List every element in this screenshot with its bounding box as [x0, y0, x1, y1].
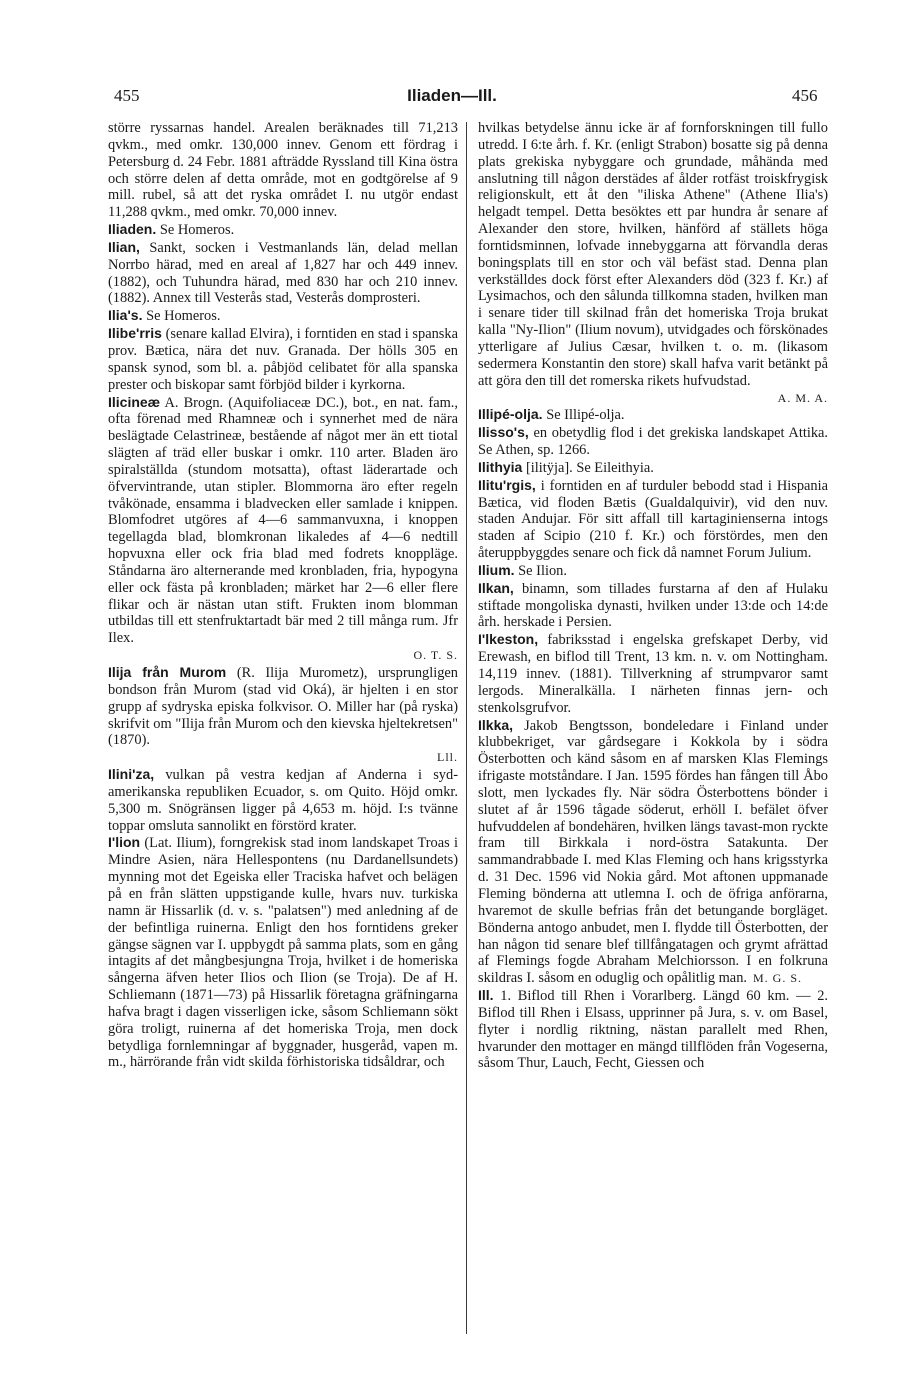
entry-text: Se Ilion.: [518, 562, 567, 579]
headword: I'lion: [108, 834, 141, 851]
headword: Ilkka,: [478, 716, 514, 733]
entry-text: större ryssarnas handel. Arealen beräknades till 71,213 qvkm., med omkr. 130,000 innev. Genom ett fördrag i Petersburg d. 24 Febr. 1881 afträdde Ryssland till Kina östra och större delen af detta område, mot en godtgörelse af 9 mill. rubel, så att det ryska området I. nu utgör endast 11,288 qvkm., med omkr. 70,000 innev.: [108, 120, 458, 221]
entry-text: Se Illipé-olja.: [546, 407, 625, 424]
entry-continuation: [108, 120, 458, 221]
headword: Ilian,: [108, 238, 140, 255]
entry-iliturgis: [478, 477, 828, 562]
entry-ilija-fran-murom: [108, 664, 458, 766]
author-signature: M. G. S.: [753, 971, 803, 986]
entry-text: en obetydlig flod i det grekiska landskapet Attika. Se Athen, sp. 1266.: [478, 425, 828, 459]
headword: Ilisso's,: [478, 424, 529, 441]
headword: Ilkan,: [478, 579, 514, 596]
entry-text: vulkan på vestra kedjan af Anderna i syd-amerikanska republiken Ecuador, s. om Quito. Höjd omkr. 5,300 m. Snögränsen ligger på 4,653 m. höjd. I:s tvänne toppar omsluta sannolikt en förstörd krater.: [108, 767, 458, 834]
entry-ilithyia: [478, 459, 828, 477]
headword: Ilibe'rris: [108, 325, 162, 342]
headword: Ilium.: [478, 561, 515, 578]
entry-ilias: [108, 307, 458, 325]
page-number-left: 455: [114, 86, 140, 105]
entry-text: (senare kallad Elvira), i forntiden en stad i spanska prov. Bætica, nära det nuv. Granada. Der hölls 305 en spansk synod, som bl. a. påbjöd celibatet för alla spanska prester och biskopar samt förbjöd bilder i kyrkorna.: [108, 326, 458, 393]
author-signature: Lll.: [437, 750, 458, 765]
entry-text: A. Brogn. (Aquifoliaceæ DC.), bot., en nat. fam., ofta förenad med Rhamneæ och i synnerhet med de nära beslägtade Celastrineæ, bestående af något mer än ett tiotal slägten af träd eller buskar i omkr. 110 arter. Bladen äro spiralställda (stundom motsatta), oftast läderartade och öfvervintrande, utan stipler. Blommorna äro efter regeln tvåkönade, ensamma i bladvecken eller samlade i knippen. Blomfodret utgöres af 4—6 sammanvuxna, i knoppen tegellagda blad, blomkronan likaledes af 4—6 nedtill hopvuxna eller ock fria blad med fodrets knoppläge. Ståndarna äro alternerande med kronbladen, fria, hypogyna eller ock fästa på kronbladen; märket har 2—6 eller flere flikar och är nästan utan stift. Frukten inom blomman utbildas till ett stenfruktartadt bär med 2 till många rum. Jfr Ilex.: [108, 394, 458, 647]
entry-text: Sankt, socken i Vestmanlands län, delad mellan Norrbo härad, med en areal af 1,827 har och 449 innev. (1882), och Tuhundra härad, med 830 har och 210 innev. (1882). Annex till Vesterås stad, Vesterås domprosteri.: [108, 239, 458, 307]
entry-text: 1. Biflod till Rhen i Vorarlberg. Längd 60 km. — 2. Biflod till Rhen i Elsass, upprinner på Jura, s. v. om Basel, flyter i nordlig riktning, nästan parallelt med Rhen, hvarunder den mottager en mängd tillflöden från Vogeserna, såsom Thur, Lauch, Fecht, Giessen och: [478, 988, 828, 1072]
entry-text: [ilitÿja]. Se Eileithyia.: [525, 459, 654, 476]
entry-ilkka: [478, 717, 828, 988]
headword: Ilithyia: [478, 458, 523, 475]
entry-ilissos: [478, 424, 828, 459]
page-number-right: 456: [792, 86, 818, 105]
headword: Illipé-olja.: [478, 406, 543, 423]
author-signature: O. T. S.: [413, 648, 458, 663]
entry-ilkeston: [478, 631, 828, 716]
author-signature: A. M. A.: [777, 390, 828, 405]
entry-iliaden: [108, 221, 458, 239]
entry-text: Se Homeros.: [146, 308, 221, 325]
entry-text: (R. Ilija Murometz), ursprungligen bondson från Murom (stad vid Oká), är hjelten i en stor grupp af sydryska episka folkvisor. O. Miller har (på ryska) skrifvit om "Ilija från Murom och den kievska hjeltekretsen" (1870).: [108, 665, 458, 749]
entry-text: Se Homeros.: [159, 222, 235, 239]
running-title: Iliaden—Ill.: [407, 86, 497, 105]
headword: I'lkeston,: [478, 631, 539, 648]
entry-text: hvilkas betydelse ännu icke är af fornforskningen till fullo utredd. I 6:te årh. f. Kr. (enligt Strabon) bosatte sig på denna plats grekiska nybyggare och grundade, måhända med anslutning till någon derstädes af ålder rotfäst troiskfrygisk religionskult, ett åt den "iliska Athene" (Athene Ilia's) helgadt tempel. Detta besöktes ett par hundra år senare af Alexander den store, hvilken, hänförd af ställets höga forntidsminnen, lofvade innebyggarna att förvandla deras boningsplats till en stor och väl befäst stad. Denna plan verkställdes dock först efter Alexanders död (323 f. Kr.) af Lysimachos, och den sålunda tillkomna staden, hvilken man i senare tider till skilnad från det homeriska Troja brukat kalla "Ny-Ilion" (Ilium novum), utvidgades och förskönades ytterligare af Julius Cæsar, hvilken t. o. m. (likasom sedermera Konstantin den store) skall hafva varit betänkt på att göra den till det romerska rikets hufvudstad.: [478, 120, 828, 389]
entry-ilinize: [108, 766, 458, 834]
entry-iliberris: [108, 325, 458, 393]
entry-ilicineae: [108, 394, 458, 665]
column-divider: [466, 122, 467, 1334]
entry-text: (Lat. Ilium), forngrekisk stad inom landskapet Troas i Mindre Asien, nära Hellespontens (nu Dardanellsundets) mynning mot det Egeiska eller Traciska hafvet och belägen på en från slätten uppstigande kulle, hvars nuv. turkiska namn är Hissarlik (d. v. s. "palatsen") med anledning af de der befintliga ruinerna. Enligt den hos forntidens greker gängse sägnen var I. uppbygdt på samma plats, som en gång intagits af det mångbesjungna Troja, hvilket i de homeriska sångerna äfven heter Ilios och Ilion (se Troja). De af H. Schliemann (1871—73) på Hissarlik företagna gräfningarna hafva bragt i dagen visserligen icke, såsom Schliemann sökt göra troligt, ruinerna af det homeriska Troja, men dock betydliga fornlemningar af byggnader, husgeråd, vapen m. m., härrörande från vidt skilda förhistoriska tidsåldrar, och: [108, 835, 458, 1071]
page-header: [0, 86, 904, 110]
headword: Iliaden.: [108, 221, 157, 238]
entry-illipe-olja: [478, 406, 828, 424]
entry-text: Jakob Bengtsson, bondeledare i Finland under klubbekriget, var gårdsegare i Kokkola by i södra Österbotten och känd såsom en af marsken Klas Flemings ifrigaste motståndare. I Jan. 1595 fördes han fången till Åbo slott, men lyckades fly. När södra Österbottens bönder i slutet af år 1596 tågade söderut, erhöll I. befälet öfver hufvuddelen af bondehären, hvilken längs tavast-mon ryckte fram till Birkkala i nord-östra Satakunta. Der sammandrabbade I. med Klas Fleming och hans krigsstyrka d. 31 Dec. 1596 vid Nokia gård. Mot aftonen uppmanade Fleming bönderna att utlemna I. och de öfriga anförarna, hvaremot de skulle befrias från det betungande borgläget. Bönderna antogo anbudet, men I. flydde till Österbotten, der han någon tid senare blef tillfångatagen och grymt afrättad af Flemings fogde Abraham Melchiorsson. I en folkruna skildras I. såsom en oduglig och opålitlig man.: [478, 717, 828, 987]
headword: Ilini'za,: [108, 766, 155, 783]
headword: Ilia's.: [108, 307, 143, 324]
entry-ilion: [108, 834, 458, 1071]
entry-ilium: [478, 562, 828, 580]
entry-continuation: [478, 120, 828, 406]
headword: Ilitu'rgis,: [478, 476, 536, 493]
entry-ilkan: [478, 580, 828, 632]
entry-ill: [478, 987, 828, 1072]
right-column: [478, 120, 828, 1340]
headword: Ilicineæ: [108, 393, 161, 410]
entry-ilian: [108, 239, 458, 307]
entry-text: i forntiden en af turduler bebodd stad i Hispania Bætica, vid floden Bætis (Gualdalquivir), vid den nuv. staden Andujar. För sitt affall till kartaginienserna intogs staden af Scipio (210 f. Kr.) och förstördes, men den återuppbyggdes senare och fick då namnet Forum Julium.: [478, 477, 828, 562]
headword: Ill.: [478, 987, 494, 1004]
left-column: [108, 120, 458, 1340]
entry-text: fabriksstad i engelska grefskapet Derby, vid Erewash, en biflod till Trent, 13 km. n. v. om Nottingham. 14,119 innev. (1881). Tillverkning af strumpvaror samt lergods. Mineralkälla. I närheten finnas jern- och stenkolsgrufvor.: [478, 632, 828, 716]
entry-text: binamn, som tillades furstarna af den af Hulaku stiftade mongoliska dynasti, hvilken under 13:de och 14:de årh. herskade i Persien.: [478, 580, 828, 631]
headword: Ilija från Murom: [108, 664, 227, 680]
